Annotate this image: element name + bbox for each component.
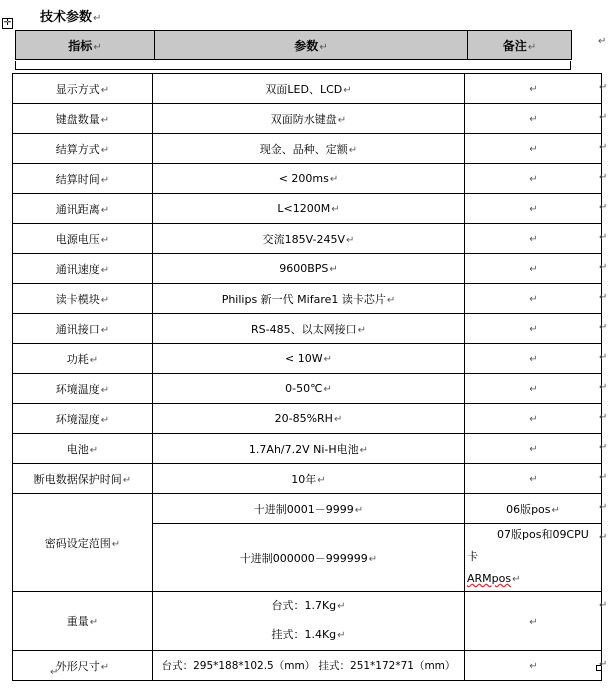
paragraph-mark: ↵ bbox=[551, 504, 560, 516]
row-label bbox=[13, 314, 153, 344]
row-value-text: < 200ms bbox=[278, 172, 329, 185]
paragraph-mark: ↵ bbox=[359, 444, 369, 456]
row-label bbox=[13, 164, 153, 194]
row-label-text: 读卡模块 bbox=[55, 292, 100, 306]
header-indicator-text: 指标 bbox=[68, 38, 93, 53]
paragraph-mark: ↵ bbox=[529, 144, 538, 155]
paragraph-mark: ↵ bbox=[512, 574, 521, 585]
row-end-mark: ↵ bbox=[599, 471, 608, 483]
paragraph-mark: ↵ bbox=[329, 174, 339, 185]
paragraph-mark: ↵ bbox=[529, 444, 538, 455]
row-end-mark: ↵ bbox=[599, 291, 608, 303]
paragraph-mark: ↵ bbox=[529, 474, 538, 485]
table-row bbox=[13, 374, 602, 404]
row-value-text: 十进制000000－999999 bbox=[239, 551, 368, 565]
paragraph-mark: ↵ bbox=[323, 384, 332, 395]
paragraph-mark: ↵ bbox=[331, 204, 340, 215]
paragraph-mark: ↵ bbox=[122, 474, 132, 486]
row-note bbox=[465, 254, 602, 284]
paragraph-mark: ↵ bbox=[89, 444, 99, 456]
table-row bbox=[13, 134, 602, 164]
row-end-mark: ↵ bbox=[599, 351, 608, 363]
paragraph-mark: ↵ bbox=[343, 84, 352, 96]
header-params bbox=[155, 31, 468, 60]
paragraph-mark: ↵ bbox=[100, 324, 110, 336]
paragraph-mark: ↵ bbox=[529, 84, 538, 95]
header-params-text: 参数 bbox=[294, 38, 319, 53]
table-row bbox=[13, 164, 602, 194]
paragraph-mark: ↵ bbox=[357, 324, 366, 336]
paragraph-mark: ↵ bbox=[529, 324, 538, 335]
row-label-text: 环境湿度 bbox=[55, 412, 100, 426]
row-end-mark: ↵ bbox=[599, 261, 608, 273]
paragraph-mark: ↵ bbox=[529, 114, 538, 125]
weight-line-1: 台式：1.7Kg bbox=[271, 599, 337, 612]
paragraph-mark: ↵ bbox=[529, 264, 538, 275]
row-label-text: 通讯距离 bbox=[55, 202, 100, 216]
row-note-text: 06版pos bbox=[506, 502, 551, 516]
row-label bbox=[13, 434, 153, 464]
row-end-mark: ↵ bbox=[599, 141, 608, 153]
paragraph-mark: ↵ bbox=[100, 144, 110, 156]
row-note bbox=[465, 104, 602, 134]
row-label-text: 功耗 bbox=[66, 352, 89, 366]
row-note bbox=[465, 224, 602, 254]
paragraph-mark: ↵ bbox=[386, 294, 396, 306]
header-notes-text: 备注 bbox=[502, 38, 527, 53]
row-value bbox=[153, 404, 465, 434]
row-note bbox=[465, 284, 602, 314]
row-label-text: 外形尺寸 bbox=[55, 659, 100, 673]
row-value-text: 双面防水键盘 bbox=[270, 112, 337, 126]
row-value bbox=[153, 164, 465, 194]
row-value-text: 20-85%RH bbox=[274, 412, 333, 425]
paragraph-mark: ↵ bbox=[354, 504, 364, 516]
row-label bbox=[13, 104, 153, 134]
row-note bbox=[465, 164, 602, 194]
paragraph-mark: ↵ bbox=[368, 553, 378, 565]
row-value-text: Philips 新一代 Mifare1 读卡芯片 bbox=[221, 292, 386, 306]
paragraph-mark: ↵ bbox=[100, 204, 110, 216]
row-end-mark: ↵ bbox=[599, 381, 608, 393]
row-end-mark: ↵ bbox=[599, 411, 608, 423]
paragraph-mark: ↵ bbox=[100, 84, 110, 96]
row-end-mark: ↵ bbox=[599, 321, 608, 333]
row-end-mark: ↵ bbox=[599, 81, 608, 93]
row-note bbox=[465, 592, 602, 651]
row-value bbox=[153, 194, 465, 224]
paragraph-mark: ↵ bbox=[529, 661, 538, 672]
row-value bbox=[153, 254, 465, 284]
paragraph-mark: ↵ bbox=[111, 538, 121, 550]
paragraph-mark: ↵ bbox=[529, 414, 538, 425]
paragraph-mark: ↵ bbox=[100, 294, 110, 306]
row-label bbox=[13, 404, 153, 434]
row-label-text: 显示方式 bbox=[55, 82, 100, 96]
paragraph-mark: ↵ bbox=[348, 144, 358, 156]
row-end-mark: ↵ bbox=[599, 531, 608, 543]
row-value bbox=[153, 134, 465, 164]
paragraph-mark: ↵ bbox=[50, 667, 59, 678]
row-value-text: L<1200M bbox=[277, 202, 331, 215]
paragraph-mark: ↵ bbox=[529, 234, 538, 245]
row-note bbox=[465, 494, 602, 524]
row-label-text: 电池 bbox=[66, 442, 89, 456]
table-row bbox=[13, 651, 602, 681]
paragraph-mark: ↵ bbox=[333, 414, 343, 425]
header-indicator bbox=[16, 31, 155, 60]
row-label bbox=[13, 194, 153, 224]
row-end-mark: ↵ bbox=[599, 201, 608, 213]
row-value-text: 10年 bbox=[291, 472, 317, 486]
row-value bbox=[153, 344, 465, 374]
row-value bbox=[153, 284, 465, 314]
row-value bbox=[153, 74, 465, 104]
table-row bbox=[13, 284, 602, 314]
row-label-text: 通讯速度 bbox=[55, 262, 100, 276]
paragraph-mark: ↵ bbox=[329, 264, 338, 275]
header-notes bbox=[468, 31, 572, 60]
header-strip bbox=[15, 61, 571, 70]
row-label bbox=[13, 134, 153, 164]
row-label-text: 环境温度 bbox=[55, 382, 100, 396]
header-table bbox=[15, 30, 572, 60]
row-label bbox=[13, 74, 153, 104]
row-label-text: 键盘数量 bbox=[55, 112, 100, 126]
row-value bbox=[153, 104, 465, 134]
paragraph-mark: ↵ bbox=[529, 616, 538, 628]
row-value bbox=[153, 314, 465, 344]
row-note bbox=[465, 134, 602, 164]
paragraph-mark: ↵ bbox=[529, 204, 538, 215]
paragraph-mark: ↵ bbox=[529, 294, 538, 305]
table-row bbox=[13, 404, 602, 434]
row-label-text: 重量 bbox=[66, 615, 89, 628]
section-title-text: 技术参数 bbox=[40, 10, 93, 25]
row-end-mark: ↵ bbox=[599, 441, 608, 453]
row-value-text: 现金、品种、定额 bbox=[259, 142, 348, 156]
paragraph-mark: ↵ bbox=[337, 601, 346, 612]
paragraph-mark: ↵ bbox=[100, 384, 110, 396]
row-note bbox=[465, 314, 602, 344]
table-row bbox=[13, 592, 602, 651]
row-label-text: 结算时间 bbox=[55, 172, 100, 186]
row-end-mark: ↵ bbox=[599, 231, 608, 243]
row-label-text: 密码设定范围 bbox=[44, 536, 111, 550]
table-row bbox=[13, 254, 602, 284]
table-row bbox=[13, 314, 602, 344]
row-value-text: 9600BPS bbox=[279, 262, 329, 275]
row-value bbox=[153, 434, 465, 464]
row-value-text: 0-50℃ bbox=[285, 382, 323, 395]
row-value-text: RS-485、以太网接口 bbox=[251, 322, 357, 336]
row-note bbox=[465, 344, 602, 374]
paragraph-mark: ↵ bbox=[100, 114, 110, 126]
paragraph-mark: ↵ bbox=[319, 41, 328, 53]
row-end-mark: ↵ bbox=[599, 171, 608, 183]
row-note bbox=[465, 404, 602, 434]
table-row bbox=[13, 434, 602, 464]
row-label-text: 断电数据保护时间 bbox=[33, 472, 122, 486]
paragraph-mark: ↵ bbox=[337, 630, 346, 641]
row-note-text-2: ARMpos bbox=[467, 572, 512, 585]
row-label bbox=[13, 254, 153, 284]
row-value bbox=[153, 374, 465, 404]
row-value bbox=[153, 592, 465, 651]
table-row bbox=[13, 74, 602, 104]
row-label bbox=[13, 344, 153, 374]
row-value-text: < 10W bbox=[285, 352, 323, 365]
row-value-text: 十进制0001－9999 bbox=[253, 502, 354, 516]
row-note bbox=[465, 374, 602, 404]
weight-line-2: 挂式：1.4Kg bbox=[271, 628, 337, 641]
table-row bbox=[13, 344, 602, 374]
row-value-text: 双面LED、LCD bbox=[265, 82, 343, 96]
header-row bbox=[16, 31, 572, 60]
row-value bbox=[153, 224, 465, 254]
row-end-mark: ↵ bbox=[599, 658, 608, 670]
table-row bbox=[13, 464, 602, 494]
row-note bbox=[465, 524, 602, 592]
paragraph-mark: ↵ bbox=[529, 384, 538, 395]
row-label bbox=[13, 374, 153, 404]
paragraph-mark: ↵ bbox=[100, 174, 110, 186]
row-note bbox=[465, 651, 602, 681]
paragraph-mark: ↵ bbox=[100, 264, 110, 276]
row-value bbox=[153, 464, 465, 494]
row-label bbox=[13, 592, 153, 651]
row-end-mark: ↵ bbox=[599, 599, 608, 611]
row-label bbox=[13, 284, 153, 314]
paragraph-mark: ↵ bbox=[529, 174, 538, 185]
row-value bbox=[153, 494, 465, 524]
paragraph-mark: ↵ bbox=[100, 414, 110, 426]
paragraph-mark: ↵ bbox=[89, 617, 99, 628]
row-label bbox=[13, 224, 153, 254]
row-end-mark: ↵ bbox=[599, 501, 608, 513]
table-row bbox=[13, 224, 602, 254]
row-label bbox=[13, 494, 153, 592]
paragraph-mark: ↵ bbox=[323, 354, 332, 365]
table-row bbox=[13, 494, 602, 524]
row-label-text: 通讯接口 bbox=[55, 322, 100, 336]
paragraph-mark: ↵ bbox=[100, 234, 110, 246]
row-label-text: 电源电压 bbox=[55, 232, 100, 246]
paragraph-mark: ↵ bbox=[100, 661, 110, 673]
row-note bbox=[465, 434, 602, 464]
row-value bbox=[153, 524, 465, 592]
table-row bbox=[13, 194, 602, 224]
table-row bbox=[13, 104, 602, 134]
paragraph-mark: ↵ bbox=[345, 234, 355, 246]
paragraph-mark: ↵ bbox=[317, 474, 326, 486]
paragraph-mark: ↵ bbox=[89, 354, 99, 366]
row-label bbox=[13, 651, 153, 681]
row-label bbox=[13, 464, 153, 494]
row-note-text: 07版pos和09CPU卡 bbox=[467, 528, 589, 563]
row-label-text: 结算方式 bbox=[55, 142, 100, 156]
row-value-text: 交流185V-245V bbox=[262, 232, 345, 246]
section-title bbox=[40, 6, 101, 25]
row-value-text: 1.7Ah/7.2V Ni-H电池 bbox=[248, 442, 359, 456]
paragraph-mark: ↵ bbox=[93, 13, 102, 24]
row-note bbox=[465, 194, 602, 224]
row-end-mark: ↵ bbox=[599, 111, 608, 123]
spec-table bbox=[12, 73, 602, 681]
table-move-handle-icon[interactable]: ✛ bbox=[3, 18, 12, 28]
paragraph-mark: ↵ bbox=[529, 354, 538, 365]
paragraph-mark: ↵ bbox=[527, 41, 537, 53]
row-value bbox=[153, 651, 465, 681]
row-value-text: 台式：295*188*102.5（mm） 挂式：251*172*71（mm） bbox=[161, 660, 456, 672]
paragraph-mark: ↵ bbox=[598, 36, 607, 47]
row-note bbox=[465, 74, 602, 104]
paragraph-mark: ↵ bbox=[93, 41, 102, 53]
paragraph-mark: ↵ bbox=[337, 114, 347, 126]
row-note bbox=[465, 464, 602, 494]
